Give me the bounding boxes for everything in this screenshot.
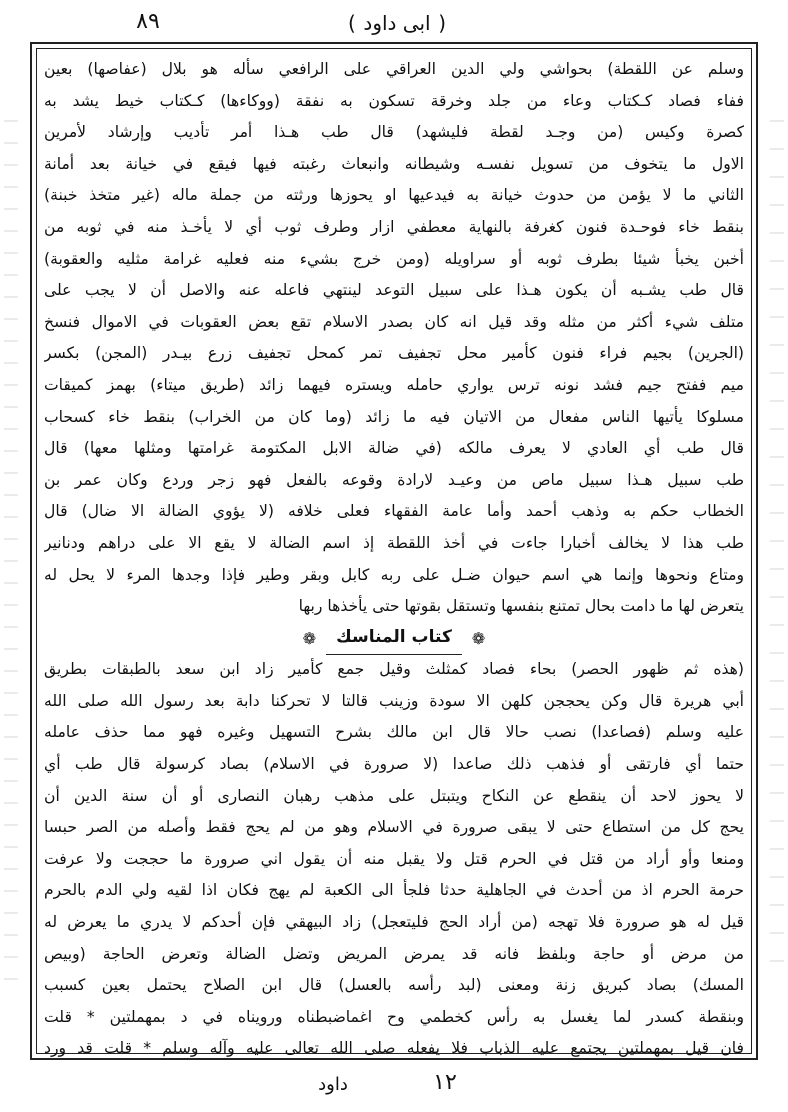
text-line: حرمة الحرم اذ من أحدث في الجاهلية حدثا فلجأ الى الكعبة لم يهج فكان اذا لقيه ولي الدم بالحرم (44, 881, 744, 900)
page-title: ( ابی داود ) (352, 8, 442, 38)
text-line: عليه وسلم (فصاعدا) نصب حالا قال ابن مالك بشرح التسهيل وغيره فهو مما حذف عامله (44, 723, 744, 742)
ornament-icon: ❁ (302, 628, 317, 648)
text-line: قيل له هو صرورة فلا تهجه (من أراد الحج فليتعجل) زاد البيهقي فإن أحدكم لا يدري ما يعرض له (44, 913, 744, 932)
sheet-number: ١٢ (433, 1070, 457, 1095)
text-line: ففاء فصاد كـكتاب وعاء من جلد وخرقة تسكون به نفقة (ووكاءها) كـكتاب خيط يشد به (44, 91, 744, 110)
footer-signature: داود (318, 1074, 348, 1095)
text-line: قال طب أي العادي لا يعرف مالكه (في ضالة الابل المكتومة غرامتها ومثلها معها) قال (44, 439, 744, 458)
text-line: يتعرض لها ما دامت بحال تمتنع بنفسها وتستقل بقوتها حتى يأخذها ربها (298, 597, 744, 616)
text-line: ومتاع ونحوها وإنما هي اسم حيوان ضـل على ربه كابل وبقر وطير فإذا وجدها المرء لا يحل له (44, 565, 744, 584)
text-line: يحج كل من استطاع حتى لا يبقى صرورة في الاسلام وهو من لم يحج فقط وأصله من الصر حبسا (44, 818, 744, 837)
chapter-heading-row (44, 623, 744, 655)
text-line: الثاني ما لا يؤمن من حدوث خيانة به فيدعيها او يحوزها ورثته من جملة ماله (غير متخذ خبنة) (44, 186, 744, 205)
chapter-heading: كتاب المناسك (326, 622, 462, 655)
text-line: ومنعا وأو أراد من قتل في الحرم قتل ولا يقبل منه أن يقول اني صرورة ما حججت ولا عرفت (44, 849, 744, 868)
text-line: من مرض أو حاجة وبلفظ فانه قد يمرض المريض وتضل الضالة وتعرض الحاجة (وبيص (44, 944, 744, 963)
text-line: الخطاب حكم به وذهب أحمد وأما عامة الفقهاء فعلى خلافه (لا يؤوي الضالة الا ضال) قال (44, 502, 744, 521)
text-line: متلف شيء أكثر من مثله وقد قيل انه كان بصدر الاسلام تقع بعض العقوبات في الاموال فنسخ (44, 312, 744, 331)
text-line: (هذه ثم ظهور الحصر) بحاء فصاد كمثلث وقيل جمع كأمير زاد ابن سعد بالطبقات بطريق (44, 660, 744, 679)
main-text (44, 54, 744, 1058)
text-line: حتما أي فارتقى أو فذهب ذلك صاعدا (لا صرورة في الاسلام) بصاد كرسولة قال طب أي (44, 755, 744, 774)
text-line: كصرة وكيس (من وجـد لقطة فليشهد) قال طب هـذا أمر تأديب وإرشاد لأمرين (44, 123, 744, 142)
text-line: قال طب يشـبه أن يكون هـذا على سبيل التوعد لينتهي فاعله عنه والاصل أن لا يجب على (44, 281, 744, 300)
text-line: بنقط خاء فوحـدة فنون كغرفة بالنهاية معطفي ازار وطرف ثوب أي لا يأخـذ منه في ثوبه من (44, 217, 744, 236)
text-line: المسك) بصاد كبريق زنة ومعنى (لبد رأسه بالعسل) قال ابن الصلاح يحتمل بعين كسبب (44, 976, 744, 995)
ornament-icon: ❁ (471, 628, 486, 648)
text-line: لا يحوز لاحد أن ينقطع عن النكاح ويتبتل على مذهب رهبان النصارى أو أن سنة الدين أن (44, 786, 744, 805)
text-line: وبنقطة كسدر لما يغسل به رأس كخطمي وح اغماضبطناه ورويناه في د بمهملتين * قلت (44, 1007, 744, 1026)
text-line: الاول ما يتخوف من تسويل نفسـه وشيطانه وانبعاث رغبته فيها فيقع في خيانة بعد أمانة (44, 154, 744, 173)
text-line: وسلم عن اللقطة) بحواشي ولي الدين العراقي على الرافعي سأله هو بلال (عفاصها) بعين (44, 60, 744, 78)
left-margin-artifact (4, 120, 18, 980)
text-line: ميم ففتح جيم فشد نونه ترس يواري حامله ويستره فيهما زائد (طريق ميتاء) بهمز كميقات (44, 375, 744, 394)
text-line: أخبن يخبأ شيئا بطرف ثوبه أو سراويله (ومن خرج بشيء منه فعليه غرامة مثليه والعقوبة) (44, 249, 744, 268)
text-line: أبي هريرة قال وكن يحججن كلهن الا سودة وزينب قالتا لا تحركنا دابة بعد رسول الله صلى الله (44, 691, 744, 710)
right-margin-artifact (770, 120, 784, 980)
text-line: طب سبيل هـذا سبيل ماص من وعيـد لارادة وقوعه بالفعل فهو زجر وردع وكان عمر بن (44, 470, 744, 489)
text-line: مسلوكا يأتيها الناس مفعال من الاتيان فيه ما زائد (وما كان من الخراب) بنقط خاء كسحاب (44, 407, 744, 426)
text-line: (الجرين) بجيم فراء فنون كأمير محل تجفيف تمر كمحل تجفيف زرع بيـدر (المجن) بكسر (44, 344, 744, 363)
text-line: طب هذا لا يخالف أخبارا جاءت في أخذ اللقطة إذ اسم الضالة لا يقع الا على دراهم ودنانير (44, 533, 744, 552)
text-line: فان قيل بمهملتين يجتمع عليه الذباب فلا يفعله صلى الله تعالى عليه وآله وسلم * قلت قد ورد (44, 1039, 744, 1058)
page-number: ٨٩ (136, 9, 160, 34)
